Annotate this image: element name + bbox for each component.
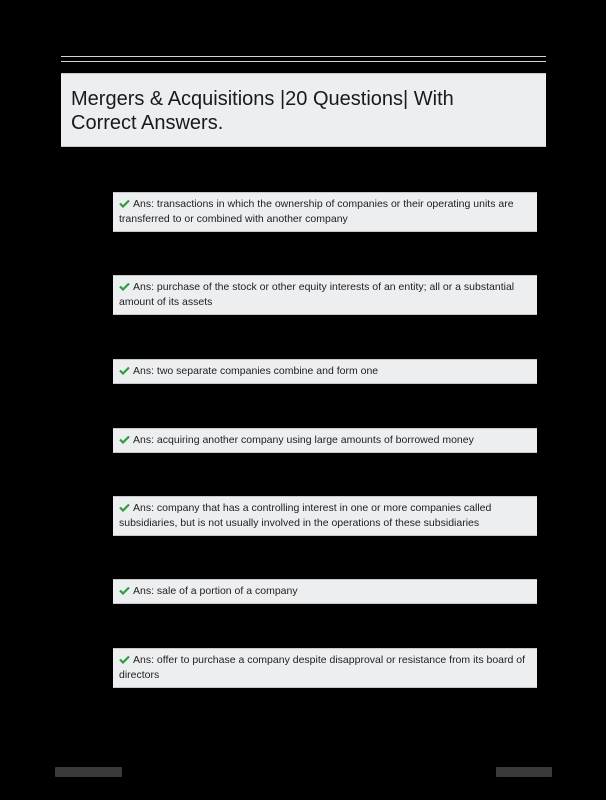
answer-text: Ans: sale of a portion of a company xyxy=(133,585,298,597)
check-icon xyxy=(119,655,130,664)
answer-text: Ans: transactions in which the ownership of companies or their operating units are transferred to or combined with another company xyxy=(119,198,514,225)
answer-text: Ans: company that has a controlling interest in one or more companies called subsidiaries, but is not usually involved in the operations of these subsidiaries xyxy=(119,502,492,529)
answer-text: Ans: acquiring another company using large amounts of borrowed money xyxy=(133,434,474,446)
footer-page-number-blurred xyxy=(496,767,552,777)
check-icon xyxy=(119,366,130,375)
check-icon xyxy=(119,199,130,208)
answer-box xyxy=(113,648,537,688)
answer-box xyxy=(113,275,537,315)
page-title: Mergers & Acquisitions |20 Questions| With Correct Answers. xyxy=(71,88,454,134)
check-icon xyxy=(119,586,130,595)
answer-box xyxy=(113,359,537,384)
footer-left-blurred-text xyxy=(55,767,122,777)
answer-box xyxy=(113,496,537,536)
answer-text: Ans: offer to purchase a company despite disapproval or resistance from its board of directors xyxy=(119,654,526,681)
check-icon xyxy=(119,282,130,291)
answer-box xyxy=(113,428,537,453)
title-box xyxy=(61,73,546,147)
answer-text: Ans: two separate companies combine and form one xyxy=(133,365,379,377)
answer-box xyxy=(113,579,537,604)
check-icon xyxy=(119,435,130,444)
answer-text: Ans: purchase of the stock or other equity interests of an entity; all or a substantial amount of its assets xyxy=(119,281,515,308)
answer-box xyxy=(113,192,537,232)
top-rule xyxy=(61,56,546,62)
check-icon xyxy=(119,503,130,512)
